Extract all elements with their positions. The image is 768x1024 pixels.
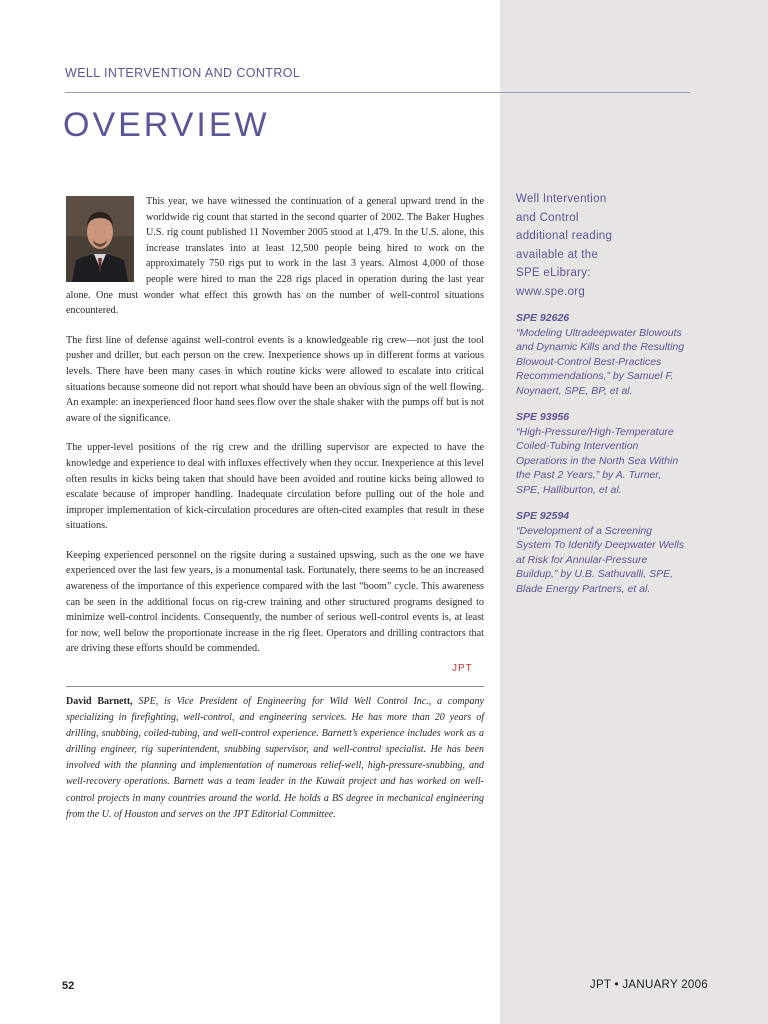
author-bio-text: SPE, is Vice President of Engineering for Wild Well Control Inc., a company specializing in firefighting, well-control, and engineering services. He has more than 20 years of drilling, snubbing, coiled-tubing, and well-control experience. Barnett’s experience includes work as a drilling engineer, rig superintendent, snubbing supervisor, and well-control specialist. He has been involved with the planning and implementation of numerous relief-well, high-pressure-snubbing, and well-recovery operations. Barnett was a team leader in the Kuwait project and has worked on well-control projects in many countries around the world. He holds a BS degree in mechanical engineering from the U. of Houston and serves on the JPT Editorial Committee. bbox=[66, 696, 484, 820]
sidebar-intro-line: available at the bbox=[516, 248, 599, 261]
sidebar-intro bbox=[516, 190, 686, 301]
elibrary-link[interactable]: www.spe.org bbox=[516, 285, 586, 298]
header-divider bbox=[65, 92, 690, 93]
article-paragraph: Keeping experienced personnel on the rigsite during a sustained upswing, such as the one we have experienced over the last few years, is a monumental task. Fortunately, there seems to be an increased awareness of the importance of this experience compared with the last “boom” cycle. This awareness can be seen in the additional focus on rig-crew training and other structured programs designed to minimize well-control incidents. Consequently, the number of serious well-control events is, at least for now, well below the proportionate increase in the rig fleet. Operators and drilling contractors that are driving these efforts should be commended. bbox=[66, 549, 484, 655]
sidebar-intro-line: Well Intervention bbox=[516, 193, 607, 205]
photo-spacer bbox=[66, 194, 146, 284]
sidebar-intro-line: SPE eLibrary: bbox=[516, 267, 591, 279]
reference-item bbox=[516, 311, 686, 398]
page-number: 52 bbox=[62, 980, 75, 992]
sidebar-intro-line: and Control bbox=[516, 211, 579, 224]
article-body bbox=[66, 194, 484, 671]
reference-description: “Modeling Ultradeepwater Blowouts and Dynamic Kills and the Resulting Blowout-Control Best-Practices Recommendations,” by Samuel F. Noynaert, SPE, BP, et al. bbox=[516, 326, 685, 397]
reference-id[interactable]: SPE 92626 bbox=[516, 312, 570, 324]
sidebar-reading-list bbox=[516, 190, 686, 608]
reference-id[interactable]: SPE 93956 bbox=[516, 411, 570, 423]
publication-info: JPT • JANUARY 2006 bbox=[589, 979, 708, 991]
section-label: WELL INTERVENTION AND CONTROL bbox=[65, 66, 301, 80]
bio-divider bbox=[66, 686, 484, 687]
reference-item bbox=[516, 509, 686, 596]
article-paragraph: This year, we have witnessed the continuation of a general upward trend in the worldwide rig count that started in the second quarter of 2002. The Baker Hughes U.S. rig count published 11 November 2005 stood at 1,479. In the U.S. alone, this increase translates into at least 12,500 people being hired to work on the approximately 750 rigs put to work in the last 3 years. Almost 4,000 of those people were hired to man the 228 rigs placed in operation during the last year alone. One must wonder what effect this growth has on the number of well-control situations encountered. bbox=[66, 196, 484, 317]
article-paragraph: The first line of defense against well-control events is a knowledgeable rig crew—not just the tool pusher and driller, but each person on the crew. Inexperience shows up in different forms at various levels. There have been many cases in which routine kicks were allowed to escalate into critical situations because someone did not report what should have been an obvious sign of the well flowing. An example: an inexperienced floor hand sees flow over the shale shaker with the pumps off but is not aware of the significance. bbox=[66, 334, 484, 424]
reference-description: “Development of a Screening System To Identify Deepwater Wells at Risk for Annular-Pressure Buildup,” by U.B. Sathuvalli, SPE, Blade Energy Partners, et al. bbox=[516, 524, 685, 595]
reference-id[interactable]: SPE 92594 bbox=[516, 510, 570, 522]
author-name: David Barnett, bbox=[66, 696, 133, 707]
article-paragraph: The upper-level positions of the rig crew and the drilling supervisor are expected to have the knowledge and experience to deal with influxes effectively when they occur. Inexperience at this level often results in kicks being taken that should have been avoided and routine kicks being allowed to escalate because of improper handling. Inadequate circulation before pulling out of the hole and improper implementation of kick-circulation procedures are often-cited examples that result in these situations. bbox=[66, 442, 484, 532]
article-end-mark: JPT bbox=[452, 663, 473, 674]
sidebar-intro-line: additional reading bbox=[516, 230, 613, 242]
page-title: OVERVIEW bbox=[63, 106, 270, 144]
reference-item bbox=[516, 410, 686, 497]
reference-description: “High-Pressure/High-Temperature Coiled-Tubing Intervention Operations in the North Sea Within the Past 2 Years,” by A. Turner, SPE, Halliburton, et al. bbox=[516, 425, 679, 496]
author-bio bbox=[66, 694, 484, 823]
